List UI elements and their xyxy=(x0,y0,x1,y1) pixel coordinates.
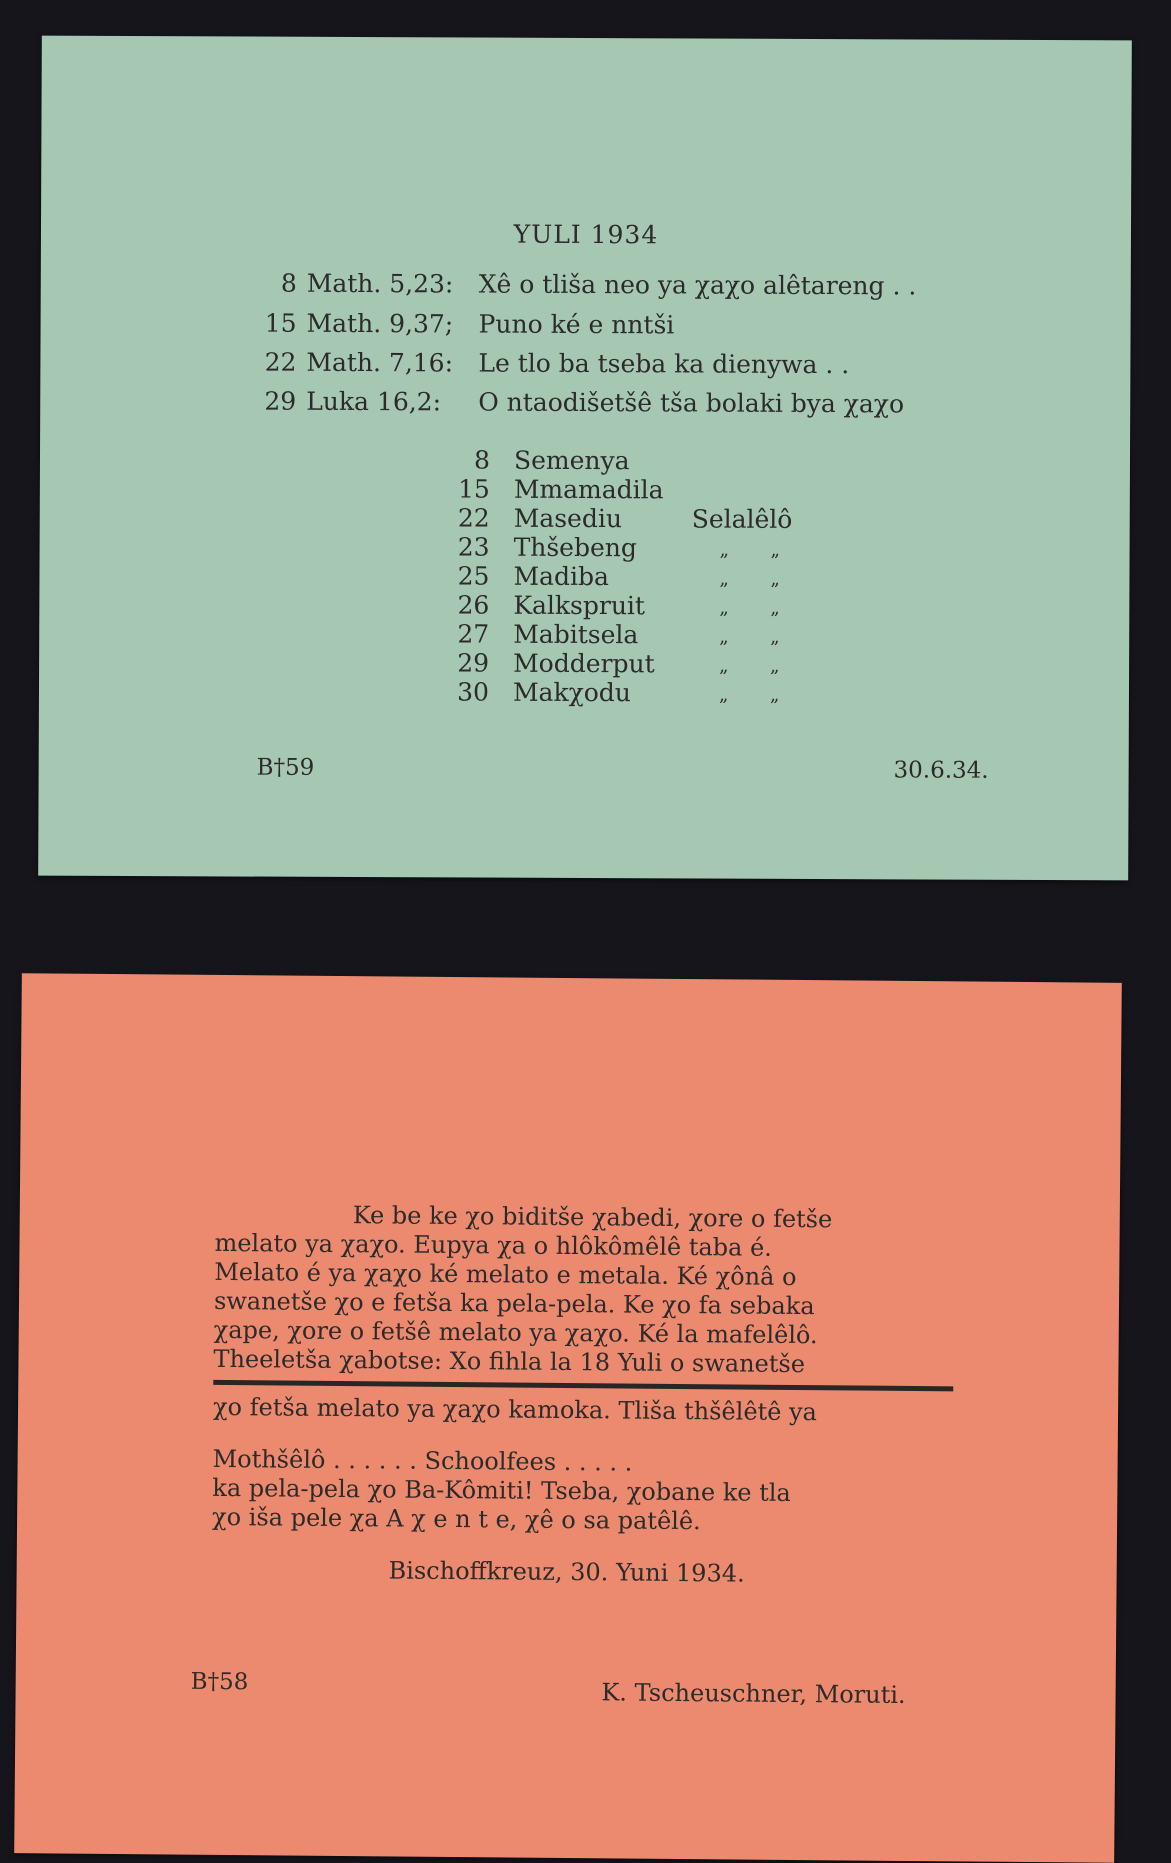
notice-line: Theeletša χabotse: Xo fihla la 18 Yuli o swanetše xyxy=(213,1344,806,1379)
ditto-marks: „ „ xyxy=(719,539,799,561)
ditto-marks: „ „ xyxy=(719,655,798,677)
notice-card-debts xyxy=(14,973,1122,1863)
visit-place: Semenya xyxy=(513,445,630,476)
visit-place: Modderput xyxy=(513,648,655,679)
visit-place: Makχodu xyxy=(512,677,632,708)
visit-note: Selalêlô xyxy=(691,504,793,534)
reading-reference: Math. 7,16: xyxy=(306,347,454,378)
notice-paragraph xyxy=(213,1393,953,1428)
notice-line: χo iša pele χa A χ e n t e, χê o sa patêlê. xyxy=(212,1502,701,1536)
reading-reference: Math. 9,37; xyxy=(306,308,454,339)
visit-place: Masediu xyxy=(513,503,623,534)
reading-day: 22 xyxy=(264,347,297,377)
notice-line: Melato é ya χaχo ké melato e metala. Ké χônâ o xyxy=(214,1257,797,1291)
reading-row xyxy=(41,308,1131,340)
month-title: YULI 1934 xyxy=(513,219,659,250)
reading-day: 8 xyxy=(280,268,297,298)
visit-day: 15 xyxy=(457,474,490,504)
ditto-marks: „ „ xyxy=(718,684,798,706)
notice-card-july xyxy=(38,36,1132,881)
notice-line: swanetše χo e fetša ka pela-pela. Ke χo fa sebaka xyxy=(213,1286,815,1321)
visit-place: Kalkspruit xyxy=(513,590,646,621)
visit-place: Thšebeng xyxy=(513,532,637,563)
ditto-marks: „ „ xyxy=(719,568,798,590)
visit-day: 22 xyxy=(457,503,490,533)
ditto-marks: „ „ xyxy=(719,597,798,619)
notice-paragraph xyxy=(213,1200,954,1380)
notice-line: ka pela-pela χo Ba-Kômiti! Tseba, χobane ke tla xyxy=(212,1473,791,1507)
notice-line: melato ya χaχo. Eupya χa o hlôkômêlê taba é. xyxy=(214,1228,772,1262)
reading-text: Le tlo ba tseba ka dienywa . . xyxy=(478,348,850,380)
reading-text: Xê o tliša neo ya χaχo alêtareng . . xyxy=(478,269,917,301)
reading-reference: Luka 16,2: xyxy=(306,386,442,417)
reading-row xyxy=(41,268,1131,301)
notice-line: χape, χore o fetšê melato ya χaχo. Ké la mafelêlô. xyxy=(213,1315,818,1350)
reading-day: 29 xyxy=(264,386,297,416)
reading-row xyxy=(40,347,1130,380)
notice-paragraph xyxy=(212,1445,953,1538)
visit-place: Madiba xyxy=(513,561,609,592)
visit-day: 25 xyxy=(457,561,490,591)
issue-date: 30.6.34. xyxy=(893,757,989,784)
reading-reference: Math. 5,23: xyxy=(306,268,454,299)
reading-row xyxy=(40,386,1130,419)
reading-text: Puno ké e nntši xyxy=(478,309,675,340)
visit-day: 29 xyxy=(457,648,490,678)
notice-line: χo fetša melato ya χaχo kamoka. Tliša thšêlêtê ya xyxy=(212,1392,818,1427)
heavy-rule xyxy=(213,1380,953,1391)
visit-row xyxy=(39,676,1129,711)
notice-line: Mothšêlô . . . . . . Schoolfees . . . . . xyxy=(212,1444,633,1477)
visit-day: 27 xyxy=(457,619,490,649)
visit-place: Mmamadila xyxy=(513,474,664,505)
place-date: Bischoffkreuz, 30. Yuni 1934. xyxy=(388,1556,745,1588)
visit-day: 23 xyxy=(457,532,490,562)
signature: K. Tscheuschner, Moruti. xyxy=(601,1678,906,1709)
card-code: B†59 xyxy=(256,754,315,781)
notice-line: Ke be ke χo biditše χabedi, χore o fetše xyxy=(352,1201,833,1234)
card-code: B†58 xyxy=(190,1668,249,1696)
visit-place: Mabitsela xyxy=(513,619,639,650)
visit-day: 30 xyxy=(457,677,490,707)
reading-text: O ntaodišetšê tša bolaki bya χaχo xyxy=(478,387,905,419)
visit-day: 26 xyxy=(457,590,490,620)
reading-day: 15 xyxy=(264,308,297,338)
visit-day: 8 xyxy=(474,445,491,475)
ditto-marks: „ „ xyxy=(719,626,798,648)
